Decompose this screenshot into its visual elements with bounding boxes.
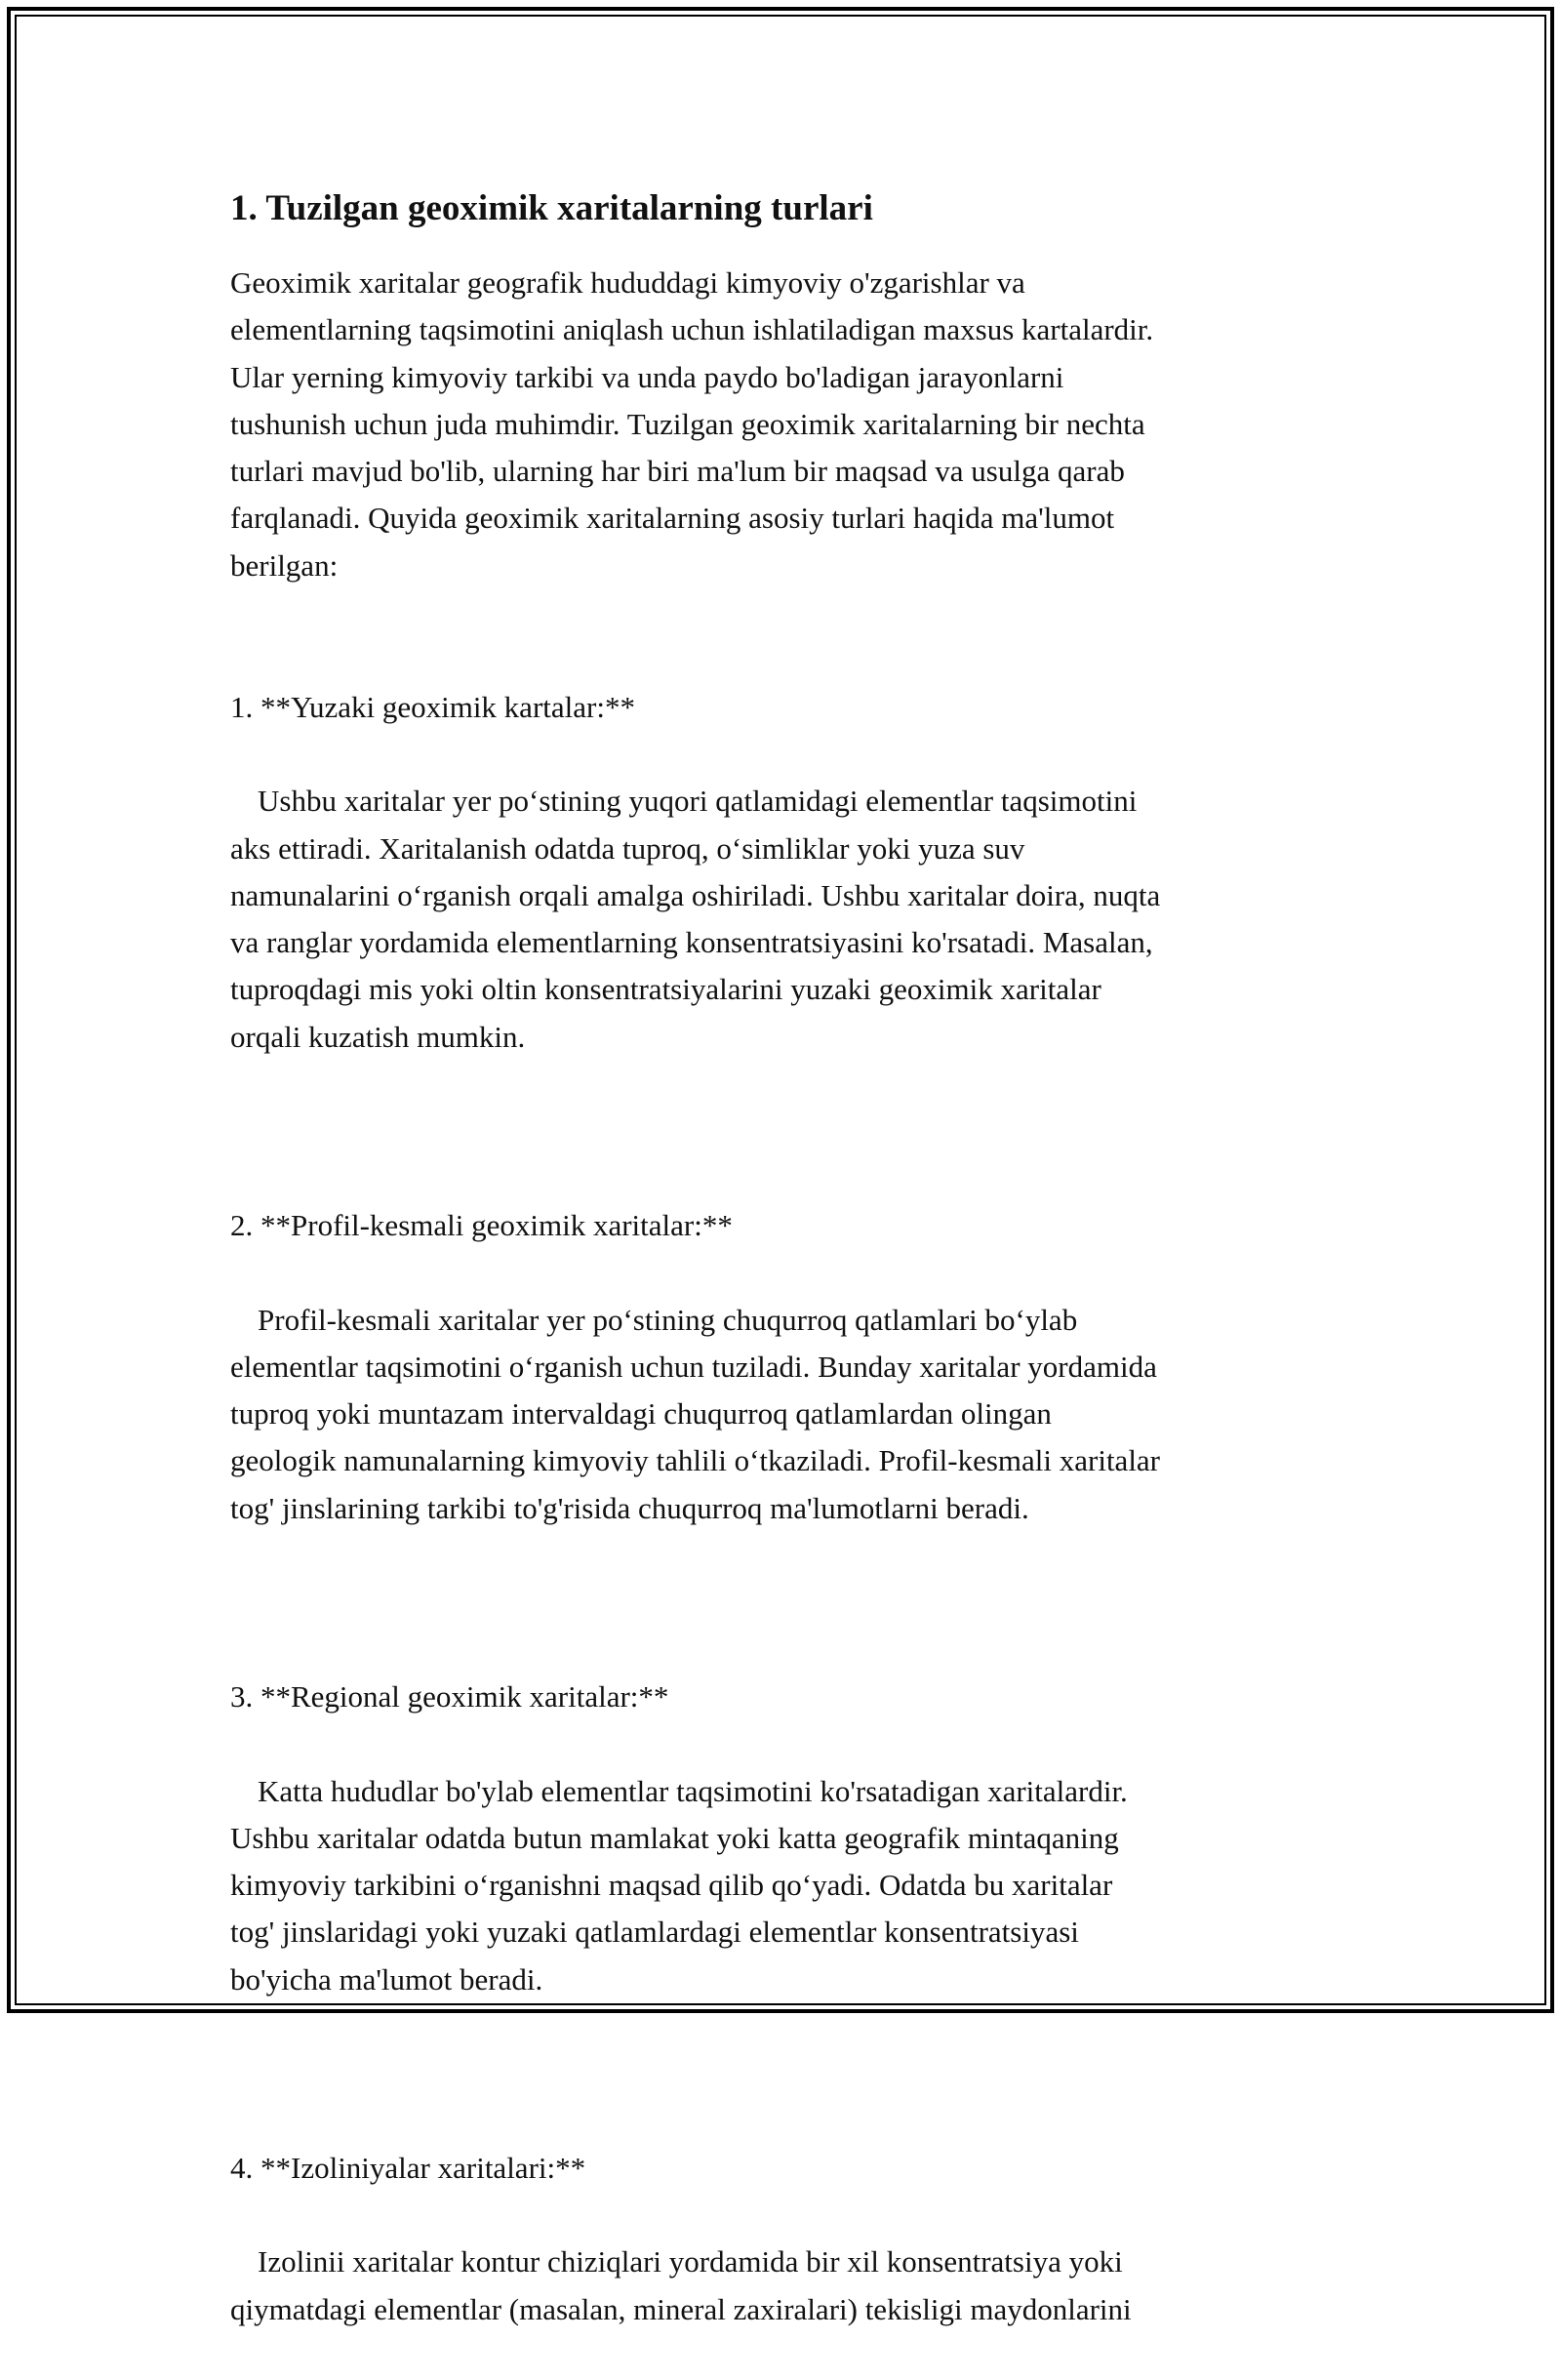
intro-paragraph: Geoximik xaritalar geografik hududdagi kimyoviy o'zgarishlar va elementlarning taqsimotini aniqlash uchun ishlatiladigan maxsus kartalardir. Ular yerning kimyoviy tarkibi va unda paydo bo'ladigan jarayonlarni tushunish uchun juda muhimdir. Tuzilgan geoximik xaritalarning bir nechta turlari mavjud bo'lib, ularning har biri ma'lum bir maqsad va usulga qarab farqlanadi. Quyida geoximik xaritalarning asosiy turlari haqida ma'lumot berilgan: [230, 265, 1154, 583]
paragraph-spacer [230, 2050, 1352, 2097]
document-title: 1. Tuzilgan geoximik xaritalarning turlari [230, 188, 873, 228]
section-body: Izolinii xaritalar kontur chiziqlari yordamida bir xil konsentratsiya yoki qiymatdagi elementlar (masalan, mineral zaxiralari) tekisligi maydonlarini [230, 2244, 1132, 2326]
section-heading: 3. **Regional geoximik xaritalar:** [230, 1678, 669, 1714]
paragraph-spacer [230, 1579, 1352, 1626]
paragraph-spacer [230, 589, 1352, 636]
paragraph-spacer [230, 1108, 1352, 1154]
section-heading: 2. **Profil-kesmali geoximik xaritalar:** [230, 1207, 733, 1242]
section-body: Katta hududlar bo'ylab elementlar taqsimotini ko'rsatadigan xaritalardir. Ushbu xaritalar odatda butun mamlakat yoki katta geografik mintaqaning kimyoviy tarkibini o‘rganishni maqsad qilib qo‘yadi. Odatda bu xaritalar tog' jinslaridagi yoki yuzaki qatlamlardagi elementlar konsentratsiyasi bo'yicha ma'lumot beradi. [230, 1773, 1128, 1997]
section-body: Profil-kesmali xaritalar yer po‘stining chuqurroq qatlamlari bo‘ylab elementlar taqsimotini o‘rganish uchun tuziladi. Bunday xaritalar yordamida tuproq yoki muntazam intervaldagi chuqurroq qatlamlardan olingan geologik namunalarning kimyoviy tahlili o‘tkaziladi. Profil-kesmali xaritalar tog' jinslarining tarkibi to'g'risida chuqurroq ma'lumotlarni beradi. [230, 1302, 1161, 1525]
section-body: Ushbu xaritalar yer po‘stining yuqori qatlamidagi elementlar taqsimotini aks ettiradi. Xaritalanish odatda tuproq, o‘simliklar yoki yuza suv namunalarini o‘rganish orqali amalga oshiriladi. Ushbu xaritalar doira, nuqta va ranglar yordamida elementlarning konsentratsiyasini ko'rsatadi. Masalan, tuproqdagi mis yoki oltin konsentratsiyalarini yuzaki geoximik xaritalar orqali kuzatish mumkin. [230, 784, 1161, 1054]
section-heading: 1. **Yuzaki geoximik kartalar:** [230, 689, 635, 724]
document-content [230, 185, 1352, 2380]
section-izoliniyalar [230, 2098, 1352, 2380]
section-yuzaki [230, 636, 1352, 1108]
section-regional [230, 1627, 1352, 2051]
section-profil-kesmali [230, 1155, 1352, 1580]
section-heading: 4. **Izoliniyalar xaritalari:** [230, 2150, 586, 2185]
